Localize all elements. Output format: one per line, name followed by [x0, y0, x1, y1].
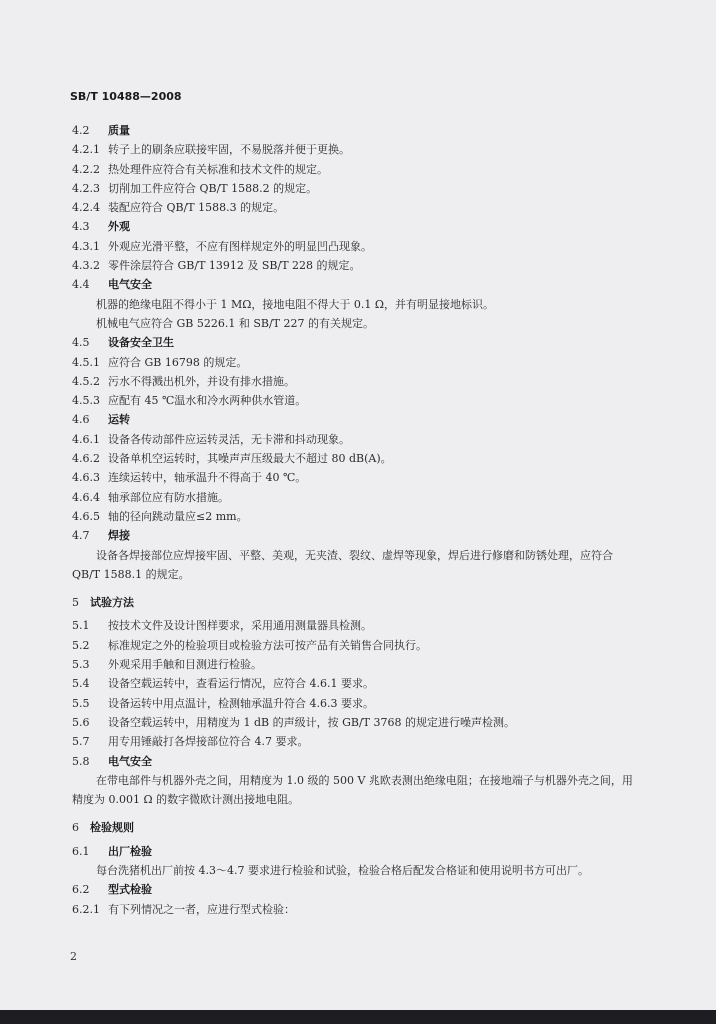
- clause: [72, 256, 642, 275]
- clause: [72, 507, 642, 526]
- clause-text: 污水不得溅出机外，并设有排水措施。: [108, 374, 295, 388]
- clause-text: 外观应光滑平整，不应有图样规定外的明显凹凸现象。: [108, 239, 372, 253]
- clause-number: 4.2.4: [72, 201, 100, 215]
- clause-number: 4.6.2: [72, 452, 100, 466]
- clause-number: 4.6: [72, 413, 90, 427]
- section-heading: [72, 526, 642, 545]
- clause: [72, 655, 642, 674]
- section-heading: [72, 593, 642, 612]
- clause-text: 质量: [108, 124, 130, 137]
- clause-text: 设备各焊接部位应焊接牢固、平整、美观，无夹渣、裂纹、虚焊等现象，焊后进行修磨和防锈处理，应符合 QB/T 1588.1 的规定。: [72, 548, 613, 581]
- clause-text: 热处理件应符合有关标准和技术文件的规定。: [108, 162, 328, 176]
- clause-number: 6.2: [72, 883, 90, 897]
- clause-text: 用专用锤敲打各焊接部位符合 4.7 要求。: [108, 735, 309, 749]
- scan-bottom-edge: [0, 1010, 716, 1024]
- clause-text: 每台洗猪机出厂前按 4.3～4.7 要求进行检验和试验，检验合格后配发合格证和使用说明书方可出厂。: [96, 863, 589, 877]
- clause-text: 设备运转中用点温计，检测轴承温升符合 4.6.3 要求。: [108, 696, 374, 710]
- clause-text: 机械电气应符合 GB 5226.1 和 SB/T 227 的有关规定。: [96, 316, 374, 330]
- paragraph: [72, 295, 642, 314]
- clause-number: 4.5.3: [72, 394, 100, 408]
- clause-text: 电气安全: [108, 754, 152, 768]
- clause-text: 检验规则: [90, 821, 134, 835]
- clause-number: 6.2.1: [72, 902, 100, 916]
- clause: [72, 160, 642, 179]
- clause-number: 4.2.3: [72, 181, 100, 195]
- clause-text: 设备空载运转中，用精度为 1 dB 的声级计，按 GB/T 3768 的规定进行噪声检测。: [108, 715, 516, 729]
- clause-number: 4.2: [72, 124, 90, 137]
- clause-text: 应配有 45 ℃温水和冷水两种供水管道。: [108, 394, 307, 408]
- clause: [72, 713, 642, 732]
- clause: [72, 694, 642, 713]
- section-heading: [72, 880, 642, 899]
- clause-number: 4.7: [72, 529, 90, 543]
- clause-number: 4.4: [72, 278, 90, 292]
- clause-number: 5.7: [72, 735, 90, 749]
- clause: [72, 430, 642, 449]
- clause-text: 设备各传动部件应运转灵活，无卡滞和抖动现象。: [108, 432, 350, 446]
- paragraph: [72, 314, 642, 333]
- clause-number: 4.3.1: [72, 239, 100, 253]
- clause-number: 4.2.2: [72, 162, 100, 176]
- clause-number: 6: [72, 821, 79, 835]
- clause: [72, 449, 642, 468]
- clause-text: 试验方法: [90, 596, 134, 610]
- clause-number: 4.6.5: [72, 509, 100, 523]
- clause: [72, 353, 642, 372]
- clause-number: 5.5: [72, 696, 90, 710]
- clause-text: 装配应符合 QB/T 1588.3 的规定。: [108, 201, 285, 215]
- clause-number: 5.8: [72, 754, 90, 768]
- clause-number: 5.6: [72, 715, 90, 729]
- section-heading: [72, 842, 642, 861]
- clause-text: 连续运转中，轴承温升不得高于 40 ℃。: [108, 471, 307, 485]
- clause-text: 标准规定之外的检验项目或检验方法可按产品有关销售合同执行。: [108, 638, 427, 652]
- clause-text: 型式检验: [108, 883, 152, 897]
- section-heading: [72, 217, 642, 236]
- section-heading: [72, 275, 642, 294]
- clause: [72, 179, 642, 198]
- clause: [72, 237, 642, 256]
- clause-number: 5: [72, 596, 79, 610]
- clause-text: 轴的径向跳动量应≤2 mm。: [108, 509, 248, 523]
- page-number: 2: [70, 950, 77, 963]
- clause-number: 5.4: [72, 677, 90, 691]
- clause-number: 4.3.2: [72, 259, 100, 273]
- paragraph: [72, 861, 642, 880]
- paragraph: [72, 771, 642, 810]
- clause-number: 4.2.1: [72, 143, 100, 157]
- clause: [72, 468, 642, 487]
- clause-text: 按技术文件及设计图样要求，采用通用测量器具检测。: [108, 619, 372, 633]
- clause-number: 6.1: [72, 844, 90, 858]
- clause-number: 5.3: [72, 658, 90, 672]
- clause-number: 4.6.4: [72, 490, 100, 504]
- clause-text: 设备安全卫生: [108, 336, 174, 350]
- clause-text: 焊接: [108, 529, 130, 543]
- clause-number: 4.3: [72, 220, 90, 234]
- clause: [72, 674, 642, 693]
- clause-number: 5.2: [72, 638, 90, 652]
- clause: [72, 636, 642, 655]
- section-heading: [72, 752, 642, 771]
- clause-text: 外观: [108, 220, 130, 234]
- clause: [72, 616, 642, 635]
- clause: [72, 140, 642, 159]
- standard-code: SB/T 10488—2008: [70, 90, 182, 103]
- clause-number: 5.1: [72, 619, 90, 633]
- clause: [72, 900, 642, 919]
- clause-number: 4.5.1: [72, 355, 100, 369]
- section-heading: [72, 121, 642, 140]
- clause-number: 4.5: [72, 336, 90, 350]
- clause-text: 设备空载运转中，查看运行情况，应符合 4.6.1 要求。: [108, 677, 374, 691]
- paragraph: [72, 546, 642, 585]
- document-body: [72, 121, 642, 919]
- clause: [72, 198, 642, 217]
- section-heading: [72, 333, 642, 352]
- clause-text: 有下列情况之一者，应进行型式检验：: [108, 902, 295, 916]
- clause: [72, 391, 642, 410]
- clause: [72, 732, 642, 751]
- clause-text: 设备单机空运转时，其噪声声压级最大不超过 80 dB(A)。: [108, 452, 392, 466]
- clause-text: 应符合 GB 16798 的规定。: [108, 355, 248, 369]
- clause-text: 转子上的刷条应联接牢固，不易脱落并便于更换。: [108, 143, 350, 157]
- section-heading: [72, 818, 642, 837]
- clause-text: 切削加工件应符合 QB/T 1588.2 的规定。: [108, 181, 318, 195]
- clause-text: 出厂检验: [108, 844, 152, 858]
- clause-text: 在带电部件与机器外壳之间，用精度为 1.0 级的 500 V 兆欧表测出绝缘电阻；在接地端子与机器外壳之间，用精度为 0.001 Ω 的数字微欧计测出接地电阻。: [72, 773, 633, 807]
- clause-number: 4.5.2: [72, 374, 100, 388]
- clause-text: 轴承部位应有防水措施。: [108, 490, 229, 504]
- clause-text: 电气安全: [108, 278, 152, 292]
- clause: [72, 372, 642, 391]
- clause-text: 运转: [108, 413, 130, 427]
- clause-text: 机器的绝缘电阻不得小于 1 MΩ，接地电阻不得大于 0.1 Ω，并有明显接地标识。: [96, 297, 494, 311]
- section-heading: [72, 410, 642, 429]
- clause-text: 外观采用手触和目测进行检验。: [108, 658, 262, 672]
- clause-text: 零件涂层符合 GB/T 13912 及 SB/T 228 的规定。: [108, 259, 361, 273]
- clause: [72, 488, 642, 507]
- clause-number: 4.6.1: [72, 432, 100, 446]
- clause-number: 4.6.3: [72, 471, 100, 485]
